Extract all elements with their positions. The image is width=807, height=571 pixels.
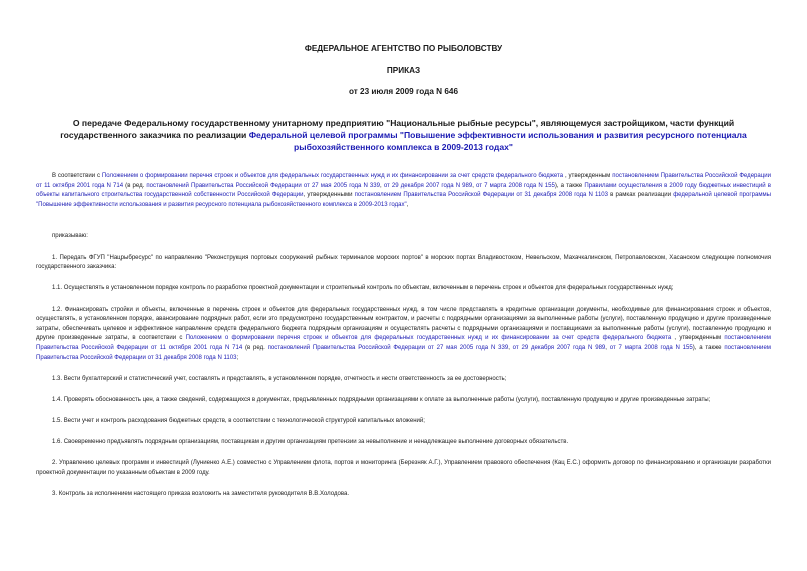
doc-type: ПРИКАЗ (386, 66, 421, 75)
link-pravila[interactable]: Правилами осуществления в 2009 году бюджетных инвестиций в объекты капитального строительства государственной собственности Российской Федерации (36, 182, 771, 199)
text: , (472, 182, 477, 189)
paragraph-item-1-6: 1.6. Своевременно предъявлять подрядным организациям, поставщикам и другим организациям претензии за невыполнение и ненадлежащее выполнение договорных обязательств. (52, 439, 569, 446)
paragraph-order: приказываю: (52, 233, 88, 240)
paragraph-item-1-2 (36, 306, 771, 364)
text: , (406, 201, 409, 208)
paragraph-item-1-1: 1.1. Осуществлять в установленном порядке контроль по разработке проектной документации и строительный контроль по объектам, включенным в перечень строек и объектов для федеральных государственных нужд; (52, 285, 674, 292)
link-postanovlenie-155[interactable]: от 7 марта 2008 года N 155 (476, 182, 555, 189)
text: , утвержденными (303, 192, 355, 199)
text: (в ред. (123, 182, 147, 189)
text: (в ред. (242, 344, 268, 351)
link-postanovlenie-155[interactable]: от 7 марта 2008 года N 155 (609, 344, 693, 351)
agency-name: ФЕДЕРАЛЬНОЕ АГЕНТСТВО ПО РЫБОЛОВСТВУ (304, 44, 503, 53)
text: ), а также (692, 344, 725, 351)
text: В соответствии с (52, 173, 102, 179)
text: 1.2. Финансировать стройки и объекты, включенные в перечень строек и объектов для федеральных государственных нужд, в том числе представлять в кредитные организации документы, необходимые для финансирования строек и объектов, осуществлять, в установленном порядке, авансирование подрядных работ, если это предусмотрено государственным контрактом, и расчеты с подрядными организациями за выполненные работы (услуги), поставленную продукцию и другие произведенные затраты, обеспечивать целевое и эффективное направление средств федерального бюджета подрядным организациям и осуществлять расчеты с подрядными организациями и поставщиками за выполненные работы (услуги), поставленную продукцию и другие произведенные затраты, в соответствии с (36, 306, 771, 342)
link-polozhenie[interactable]: Положением о формировании перечня строек и объектов для федеральных государственных нужд и их финансировании за счет средств федерального бюджета (185, 335, 672, 342)
text: в рамках реализации (608, 192, 674, 199)
text: , (380, 182, 384, 189)
doc-body (36, 172, 771, 511)
doc-date-number: от 23 июля 2009 года N 646 (348, 87, 459, 96)
link-postanovlenie-989[interactable]: от 29 декабря 2007 года N 989 (512, 344, 606, 351)
title-program-link[interactable]: Федеральной целевой программы "Повышение эффективности использования и развития ресурсного потенциала рыбохозяйственного комплекса в 2009-2013 годах" (248, 130, 747, 152)
paragraph-item-1: 1. Передать ФГУП "Нацрыбресурс" по направлению "Реконструкция портовых сооружений рыбных терминалов морских портов" в морских портах Владивостоком, Невельском, Махачкалинском, Петропавловском, Хасанском следующие полномочия государственного заказчика: (36, 254, 771, 271)
link-postanovlenie-339[interactable]: постановлений Правительства Российской Федерации от 27 мая 2005 года N 339 (267, 344, 509, 351)
paragraph-item-2: 2. Управлению целевых программ и инвестиций (Луниенко А.Е.) совместно с Управлением флота, портов и мониторинга (Березняк А.Г.), Управлением правового обеспечения (Кац Е.С.) оформить договор по финансированию и организации разработки проектной документации по указанным объектам в 2009 году. (36, 460, 771, 477)
paragraph-item-3: 3. Контроль за исполнением настоящего приказа возложить на заместителя руководителя В.В.Холодова. (52, 491, 350, 498)
link-postanovlenie-339[interactable]: постановлений Правительства Российской Федерации от 27 мая 2005 года N 339 (146, 182, 381, 189)
paragraph-item-1-3: 1.3. Вести бухгалтерский и статистический учет, составлять и представлять, в установленном порядке, отчетность и нести ответственность за ее достоверность; (52, 375, 507, 382)
link-postanovlenie-1103[interactable]: постановлением Правительства Российской Федерации от 31 декабря 2008 года N 1103 (354, 192, 609, 199)
doc-title (60, 117, 747, 153)
text: , (508, 344, 513, 351)
link-postanovlenie-989[interactable]: от 29 декабря 2007 года N 989 (383, 182, 473, 189)
text: ; (236, 354, 239, 361)
link-postanovlenie-714[interactable]: постановлением Правительства Российской Федерации от 11 октября 2001 года N 714 (36, 173, 771, 189)
paragraph-preamble (36, 172, 771, 210)
paragraph-item-1-5: 1.5. Вести учет и контроль расходования бюджетных средств, в соответствии с технологической структурой капитальных вложений; (52, 418, 425, 425)
text: , утвержденным (563, 173, 613, 179)
link-postanovlenie-1103[interactable]: постановлением Правительства Российской Федерации от 31 декабря 2008 года N 1103 (36, 344, 771, 361)
text: ), а также (554, 182, 585, 189)
text: , утвержденным (671, 335, 725, 342)
link-polozhenie[interactable]: Положением о формировании перечня строек и объектов для федеральных государственных нужд и их финансировании за счет средств федерального бюджета (101, 173, 564, 179)
title-text: О передаче Федеральному государственному унитарному предприятию "Национальные рыбные ресурсы", являющемуся застройщиком, части функций государственного заказчика по реализации (60, 118, 735, 140)
link-postanovlenie-714[interactable]: постановлением Правительства Российской Федерации от 11 октября 2001 года N 714 (36, 335, 771, 351)
link-program[interactable]: федеральной целевой программы "Повышение эффективности использования и развития ресурсного потенциала рыбохозяйственного комплекса в 2009-2013 годах" (36, 192, 771, 208)
text: , (605, 344, 610, 351)
paragraph-item-1-4: 1.4. Проверять обоснованность цен, а также сведений, содержащихся в документах, предъявленных подрядными организациями к оплате за выполненные работы (услуги), поставленную продукцию и другие произведенные затраты; (52, 396, 711, 403)
